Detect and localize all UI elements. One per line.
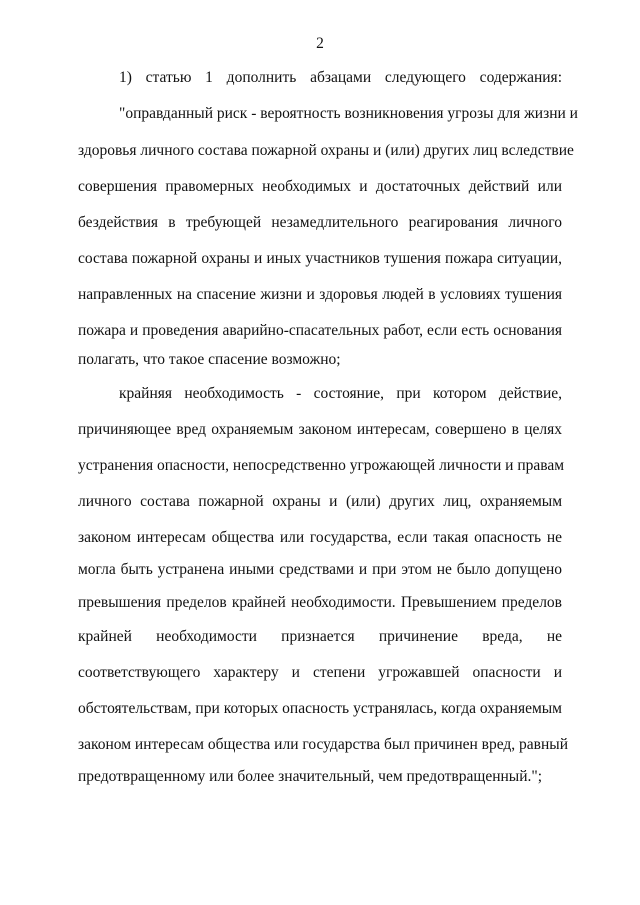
text-line: здоровья личного состава пожарной охраны и (или) других лиц вследствие bbox=[78, 142, 574, 159]
text-line: полагать, что такое спасение возможно; bbox=[78, 351, 341, 368]
text-line: причиняющее вред охраняемым законом интересам, совершено в целях bbox=[78, 421, 562, 438]
text-line: совершения правомерных необходимых и достаточных действий или bbox=[78, 178, 562, 195]
text-line: 1) статью 1 дополнить абзацами следующего содержания: bbox=[119, 69, 562, 86]
text-line: могла быть устранена иными средствами и при этом не было допущено bbox=[78, 561, 562, 578]
text-line: законом интересам общества или государства был причинен вред, равный bbox=[78, 736, 568, 753]
text-line: бездействия в требующей незамедлительного реагирования личного bbox=[78, 214, 562, 231]
text-line: обстоятельствам, при которых опасность устранялась, когда охраняемым bbox=[78, 700, 562, 717]
text-line: направленных на спасение жизни и здоровья людей в условиях тушения bbox=[78, 286, 562, 303]
page-number: 2 bbox=[316, 35, 324, 52]
text-line: крайняя необходимость - состояние, при котором действие, bbox=[119, 385, 562, 402]
text-line: личного состава пожарной охраны и (или) других лиц, охраняемым bbox=[78, 493, 562, 510]
text-line: предотвращенному или более значительный, чем предотвращенный."; bbox=[78, 768, 543, 785]
text-line: крайней необходимости признается причинение вреда, не bbox=[78, 628, 562, 645]
text-line: состава пожарной охраны и иных участников тушения пожара ситуации, bbox=[78, 250, 562, 267]
text-line: соответствующего характеру и степени угрожавшей опасности и bbox=[78, 664, 562, 681]
text-line: устранения опасности, непосредственно угрожающей личности и правам bbox=[78, 457, 565, 474]
text-line: "оправданный риск - вероятность возникновения угрозы для жизни и bbox=[119, 105, 578, 122]
text-line: законом интересам общества или государства, если такая опасность не bbox=[78, 529, 562, 546]
text-line: пожара и проведения аварийно-спасательных работ, если есть основания bbox=[78, 322, 562, 339]
text-line: превышения пределов крайней необходимости. Превышением пределов bbox=[78, 594, 562, 611]
